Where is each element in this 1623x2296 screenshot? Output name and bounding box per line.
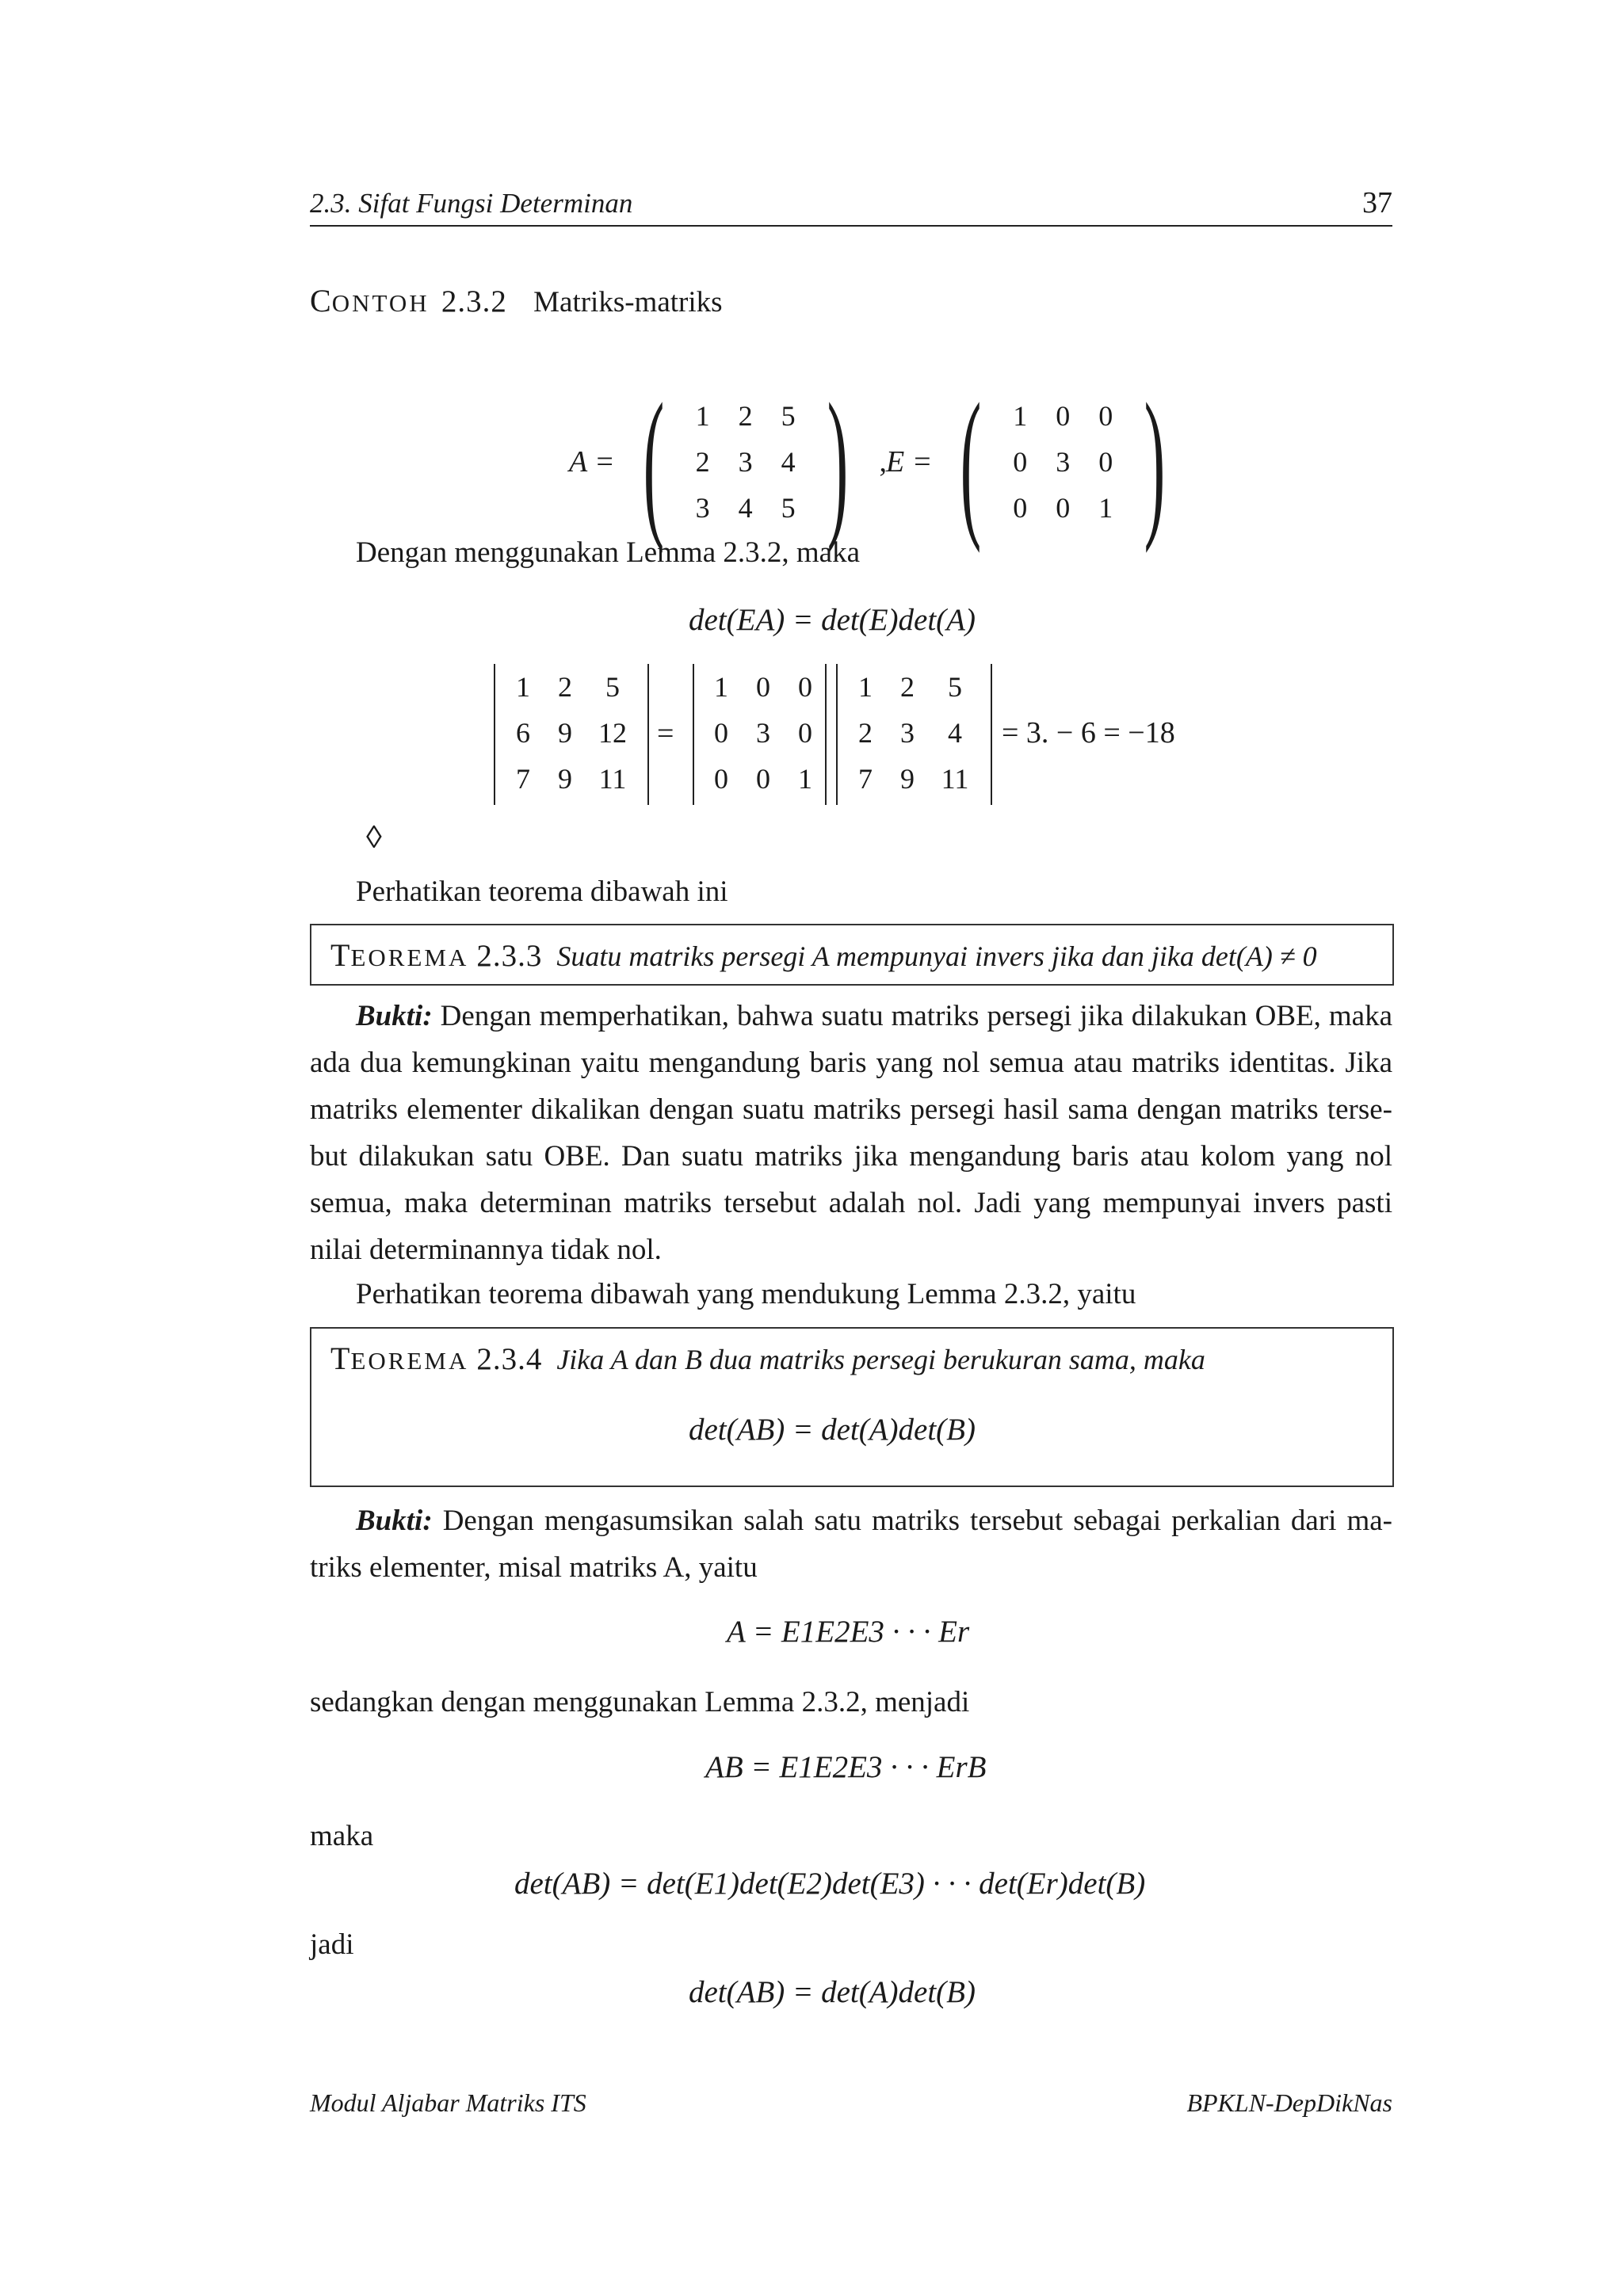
- theorem-number: 2.3.3: [476, 939, 543, 973]
- det-cell: 11: [598, 763, 627, 795]
- det-bar: [825, 664, 827, 805]
- det-cell: 9: [900, 763, 915, 795]
- matrix-A-label: A =: [569, 445, 615, 479]
- matrix-cell: 1: [1013, 400, 1028, 432]
- matrix-cell: 0: [1056, 492, 1071, 524]
- det-cell: 3: [756, 717, 770, 749]
- proof-1-line: but dilakukan satu OBE. Dan suatu matriks jika mengandung baris atau kolom yang nol: [310, 1140, 1392, 1173]
- theorem-label-rest: EOREMA: [350, 944, 469, 971]
- note-2: Perhatikan teorema dibawah yang mendukung Lemma 2.3.2, yaitu: [356, 1278, 1136, 1310]
- det-cell: 5: [605, 671, 620, 703]
- example-intro: Dengan menggunakan Lemma 2.3.2, maka: [356, 536, 860, 569]
- theorem-label-rest: EOREMA: [350, 1347, 469, 1375]
- theorem-box-1: [310, 924, 1394, 986]
- theorem-label-initial: T: [330, 1341, 351, 1376]
- matrix-cell: 0: [1013, 492, 1028, 524]
- matrix-cell: 1: [695, 400, 710, 432]
- proof-1-line: ada dua kemungkinan yaitu mengandung baris yang nol semua atau matriks identitas. Jika: [310, 1047, 1392, 1079]
- matrix-cell: 4: [738, 492, 753, 524]
- example-label-rest: ONTOH: [331, 289, 430, 317]
- proof-label: Bukti:: [356, 1505, 433, 1537]
- det-cell: 11: [941, 763, 969, 795]
- page-number: 37: [1362, 186, 1392, 219]
- matrix-cell: 1: [1098, 492, 1113, 524]
- matrix-cell: 3: [1056, 446, 1071, 478]
- matrix-cell: 0: [1013, 446, 1028, 478]
- proof-1-line: Bukti: Dengan memperhatikan, bahwa suatu matriks persegi jika dilakukan OBE, maka: [356, 1000, 1392, 1032]
- det-cell: 0: [798, 717, 812, 749]
- example-label-initial: C: [310, 283, 332, 318]
- matrix-cell: 5: [781, 400, 796, 432]
- running-header-section: 2.3. Sifat Fungsi Determinan: [310, 188, 633, 219]
- matrix-E-grid: [999, 393, 1127, 531]
- equation-AB-product: AB = E1E2E3 · · · ErB: [705, 1750, 987, 1784]
- proof-2-text: jadi: [310, 1928, 354, 1961]
- matrix-E: [886, 370, 1182, 554]
- theorem-number: 2.3.4: [476, 1342, 543, 1376]
- proof-2: [310, 1497, 1392, 1591]
- left-paren: (: [960, 370, 982, 554]
- equation-detAB-final: det(AB) = det(A)det(B): [689, 1975, 976, 2009]
- proof-2-line: Bukti: Dengan mengasumsikan salah satu matriks tersebut sebagai perkalian dari ma-: [356, 1505, 1393, 1537]
- example-heading: [310, 282, 723, 319]
- det-cell: 12: [598, 717, 627, 749]
- proof-1-line: semua, maka determinan matriks tersebut adalah nol. Jadi yang mempunyai invers pasti: [310, 1187, 1392, 1219]
- proof-1-line: nilai determinannya tidak nol.: [310, 1234, 662, 1266]
- det-bar: [991, 664, 992, 805]
- det-cell: 0: [756, 763, 770, 795]
- matrix-cell: 0: [1098, 400, 1113, 432]
- equation-A-product: A = E1E2E3 · · · Er: [727, 1615, 970, 1649]
- footer-right: BPKLN-DepDikNas: [1186, 2088, 1392, 2117]
- det-cell: 0: [714, 763, 728, 795]
- proof-1-line: matriks elementer dikalikan dengan suatu matriks persegi hasil sama dengan matriks terse-: [310, 1093, 1392, 1126]
- det-cell: 7: [858, 763, 873, 795]
- proof-2-line: triks elementer, misal matriks A, yaitu: [310, 1551, 758, 1584]
- det-bar: [494, 664, 495, 805]
- matrix-E-label: E =: [886, 445, 933, 479]
- det-cell: 4: [948, 717, 962, 749]
- matrix-cell: 3: [738, 446, 753, 478]
- matrix-A-grid: [682, 393, 810, 531]
- example-number: 2.3.2: [441, 284, 507, 318]
- right-paren: ): [827, 370, 848, 554]
- det-bar: [836, 664, 838, 805]
- det-cell: 1: [858, 671, 873, 703]
- theorem-2-equation: det(AB) = det(A)det(B): [689, 1413, 976, 1447]
- det-cell: 3: [900, 717, 915, 749]
- det-cell: 0: [714, 717, 728, 749]
- det-cell: 2: [900, 671, 915, 703]
- end-of-example-icon: ◊: [366, 819, 382, 855]
- det-equals: =: [657, 717, 674, 750]
- proof-2-text: sedangkan dengan menggunakan Lemma 2.3.2, menjadi: [310, 1686, 970, 1718]
- matrix-cell: 4: [781, 446, 796, 478]
- right-paren: ): [1144, 370, 1166, 554]
- theorem-box-2: [310, 1327, 1394, 1487]
- det-bar: [647, 664, 649, 805]
- det-cell: 0: [798, 671, 812, 703]
- proof-2-text: maka: [310, 1820, 374, 1852]
- det-cell: 0: [756, 671, 770, 703]
- theorem-2-statement: Jika A dan B dua matriks persegi berukuran sama, maka: [556, 1344, 1205, 1375]
- header-rule: [310, 225, 1392, 227]
- proof-label: Bukti:: [356, 1000, 433, 1032]
- det-cell: 2: [858, 717, 873, 749]
- matrix-cell: 5: [781, 492, 796, 524]
- matrix-separator: ,: [879, 445, 888, 479]
- theorem-2-heading: [330, 1340, 1205, 1377]
- det-cell: 1: [798, 763, 812, 795]
- det-cell: 1: [714, 671, 728, 703]
- proof-1: [310, 993, 1392, 1273]
- det-bar: [693, 664, 694, 805]
- theorem-1-statement: Suatu matriks persegi A mempunyai invers jika dan jika det(A) ≠ 0: [556, 940, 1317, 972]
- det-result: = 3. − 6 = −18: [1002, 716, 1175, 749]
- det-cell: 7: [516, 763, 530, 795]
- det-cell: 9: [558, 717, 572, 749]
- det-cell: 6: [516, 717, 530, 749]
- det-cell: 9: [558, 763, 572, 795]
- det-cell: 2: [558, 671, 572, 703]
- matrix-cell: 0: [1056, 400, 1071, 432]
- equation-detAB-expanded: det(AB) = det(E1)det(E2)det(E3) · · · det(Er)det(B): [514, 1867, 1146, 1901]
- matrix-A: [569, 370, 888, 554]
- matrix-cell: 2: [738, 400, 753, 432]
- det-cell: 5: [948, 671, 962, 703]
- footer-left: Modul Aljabar Matriks ITS: [310, 2088, 586, 2117]
- theorem-1-content: [330, 936, 1317, 974]
- det-cell: 1: [516, 671, 530, 703]
- matrix-cell: 2: [695, 446, 710, 478]
- example-text: Matriks-matriks: [533, 286, 723, 318]
- matrix-cell: 3: [695, 492, 710, 524]
- theorem-label-initial: T: [330, 937, 351, 973]
- left-paren: (: [643, 370, 664, 554]
- equation-detEA: det(EA) = det(E)det(A): [689, 603, 976, 637]
- note-1: Perhatikan teorema dibawah ini: [356, 875, 728, 908]
- matrix-cell: 0: [1098, 446, 1113, 478]
